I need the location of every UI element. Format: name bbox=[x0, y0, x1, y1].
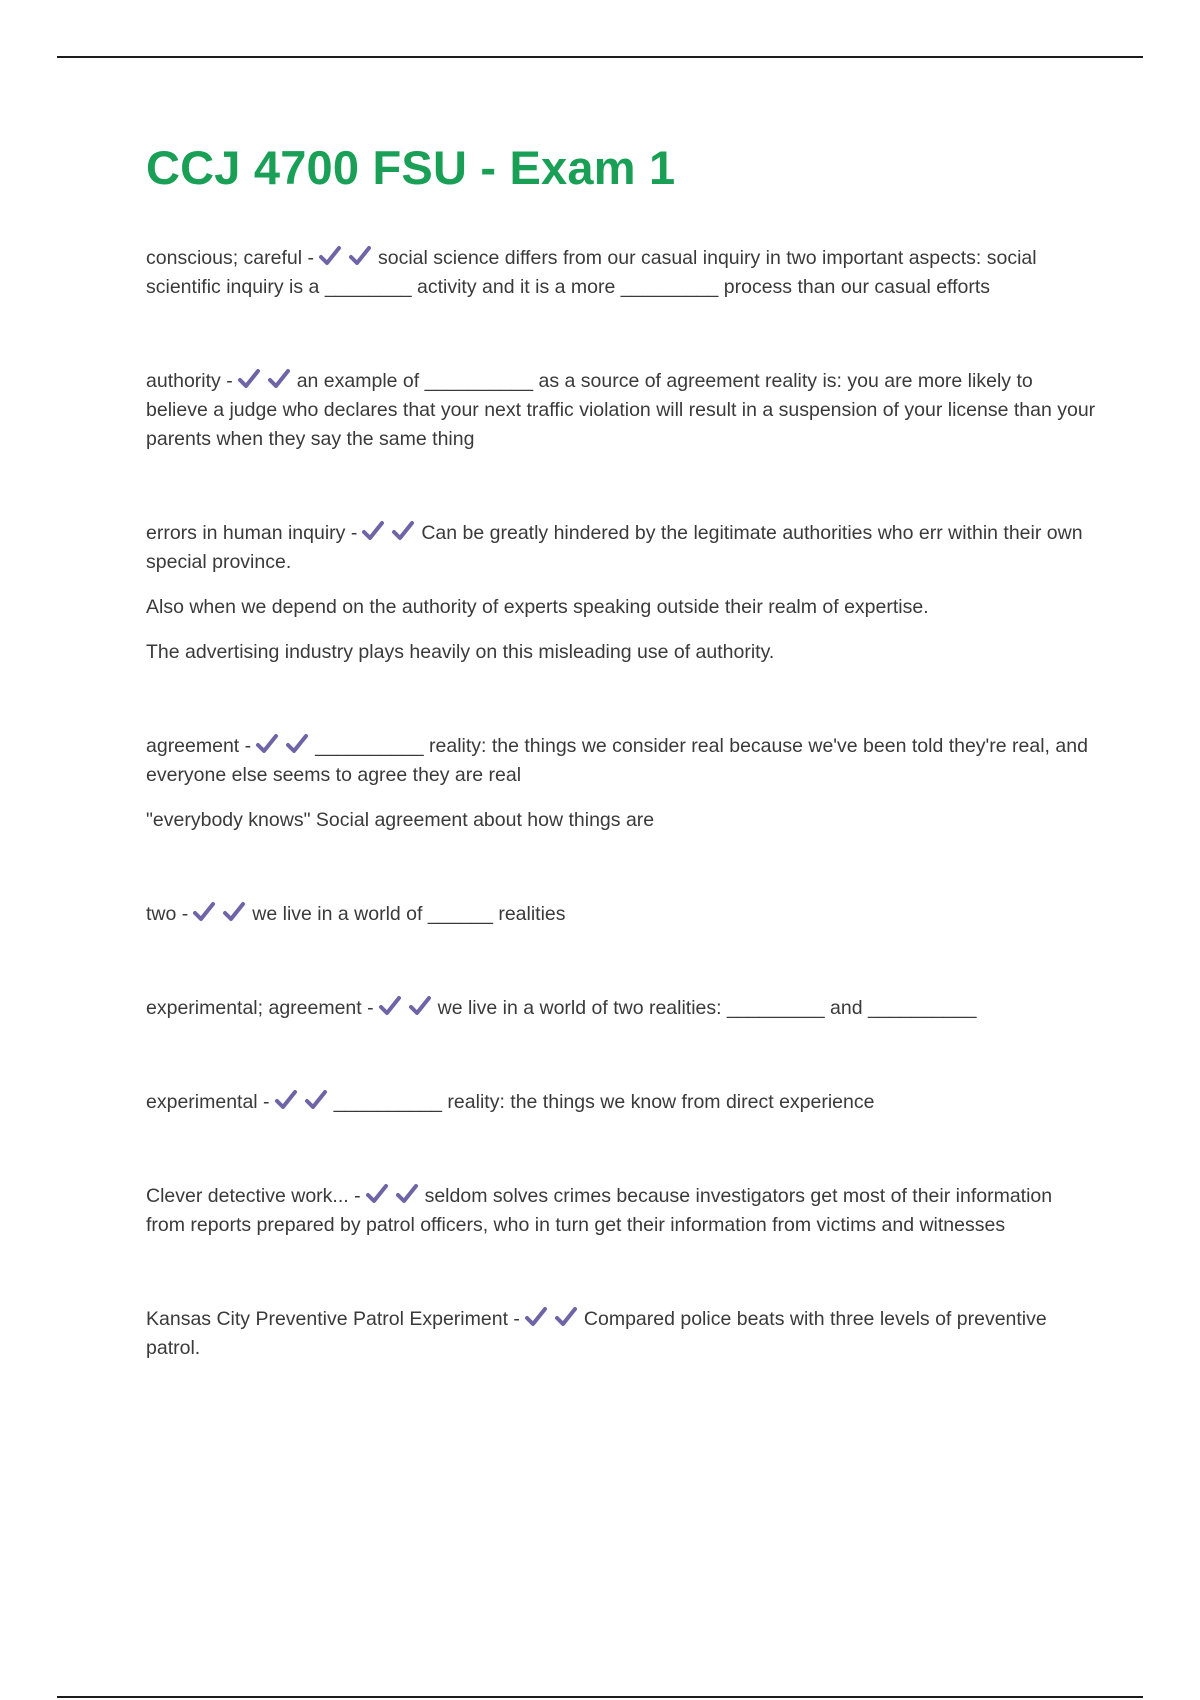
check-icon bbox=[318, 245, 342, 267]
flashcard bbox=[146, 994, 1096, 1023]
check-icon bbox=[348, 245, 372, 267]
double-check-icons bbox=[365, 1183, 419, 1205]
check-icon bbox=[408, 995, 432, 1017]
flashcard-question bbox=[146, 732, 1096, 790]
flashcard-note: "everybody knows" Social agreement about how things are bbox=[146, 809, 655, 831]
flashcard-question bbox=[146, 1182, 1096, 1240]
check-icon bbox=[524, 1306, 548, 1328]
check-icon bbox=[237, 368, 261, 390]
double-check-icons bbox=[237, 368, 291, 390]
document-body bbox=[146, 140, 1096, 1428]
flashcard bbox=[146, 1305, 1096, 1363]
flashcard-question bbox=[146, 1088, 1096, 1117]
check-icon bbox=[274, 1089, 298, 1111]
check-icon bbox=[554, 1306, 578, 1328]
flashcard-question bbox=[146, 994, 1096, 1023]
flashcard-note: The advertising industry plays heavily on this misleading use of authority. bbox=[146, 641, 775, 663]
flashcard-term: experimental; agreement - bbox=[146, 997, 374, 1019]
flashcard-note: Also when we depend on the authority of experts speaking outside their realm of expertise. bbox=[146, 596, 929, 618]
flashcard-definition: Can be greatly hindered by the legitimate authorities who err within their own special province. bbox=[146, 522, 1083, 573]
flashcard-question bbox=[146, 900, 1096, 929]
flashcard bbox=[146, 244, 1096, 302]
flashcard-definition: seldom solves crimes because investigators get most of their information from reports prepared by patrol officers, who in turn get their information from victims and witnesses bbox=[146, 1185, 1053, 1236]
flashcard-definition: we live in a world of two realities: _________ and __________ bbox=[437, 997, 977, 1019]
flashcard-term: errors in human inquiry - bbox=[146, 522, 358, 544]
flashcard-question bbox=[146, 367, 1096, 454]
flashcard-term: agreement - bbox=[146, 735, 252, 757]
flashcard-term: two - bbox=[146, 903, 189, 925]
flashcard bbox=[146, 519, 1096, 667]
check-icon bbox=[391, 520, 415, 542]
check-icon bbox=[255, 733, 279, 755]
flashcard bbox=[146, 1182, 1096, 1240]
flashcard bbox=[146, 900, 1096, 929]
check-icon bbox=[378, 995, 402, 1017]
check-icon bbox=[222, 901, 246, 923]
double-check-icons bbox=[192, 901, 246, 923]
double-check-icons bbox=[255, 733, 309, 755]
check-icon bbox=[285, 733, 309, 755]
flashcard-definition: __________ reality: the things we know from direct experience bbox=[333, 1091, 875, 1113]
check-icon bbox=[365, 1183, 389, 1205]
flashcard-definition: __________ reality: the things we consider real because we've been told they're real, and everyone else seems to agree they are real bbox=[146, 735, 1088, 786]
flashcard-definition: Compared police beats with three levels of preventive patrol. bbox=[146, 1308, 1047, 1359]
double-check-icons bbox=[378, 995, 432, 1017]
flashcard-definition: we live in a world of ______ realities bbox=[252, 903, 566, 925]
double-check-icons bbox=[274, 1089, 328, 1111]
flashcard-term: Clever detective work... - bbox=[146, 1185, 361, 1207]
flashcard-question bbox=[146, 1305, 1096, 1363]
flashcard-term: experimental - bbox=[146, 1091, 270, 1113]
flashcard bbox=[146, 1088, 1096, 1117]
flashcard-term: authority - bbox=[146, 370, 233, 392]
flashcard-list bbox=[146, 244, 1096, 1363]
flashcard-question bbox=[146, 519, 1096, 577]
flashcard-question bbox=[146, 244, 1096, 302]
flashcard-term: Kansas City Preventive Patrol Experiment - bbox=[146, 1308, 520, 1330]
footer-rule bbox=[57, 1696, 1143, 1698]
document-title: CCJ 4700 FSU - Exam 1 bbox=[146, 141, 676, 194]
flashcard bbox=[146, 732, 1096, 835]
check-icon bbox=[192, 901, 216, 923]
check-icon bbox=[304, 1089, 328, 1111]
flashcard-definition: social science differs from our casual inquiry in two important aspects: social scientific inquiry is a ________ activity and it is a more _________ process than our casual efforts bbox=[146, 247, 1037, 298]
check-icon bbox=[267, 368, 291, 390]
check-icon bbox=[395, 1183, 419, 1205]
flashcard-term: conscious; careful - bbox=[146, 247, 314, 269]
check-icon bbox=[361, 520, 385, 542]
double-check-icons bbox=[318, 245, 372, 267]
flashcard bbox=[146, 367, 1096, 454]
flashcard-definition: an example of __________ as a source of agreement reality is: you are more likely to believe a judge who declares that your next traffic violation will result in a suspension of your license than your parents when they say the same thing bbox=[146, 370, 1096, 450]
header-rule bbox=[57, 56, 1143, 58]
double-check-icons bbox=[361, 520, 415, 542]
double-check-icons bbox=[524, 1306, 578, 1328]
